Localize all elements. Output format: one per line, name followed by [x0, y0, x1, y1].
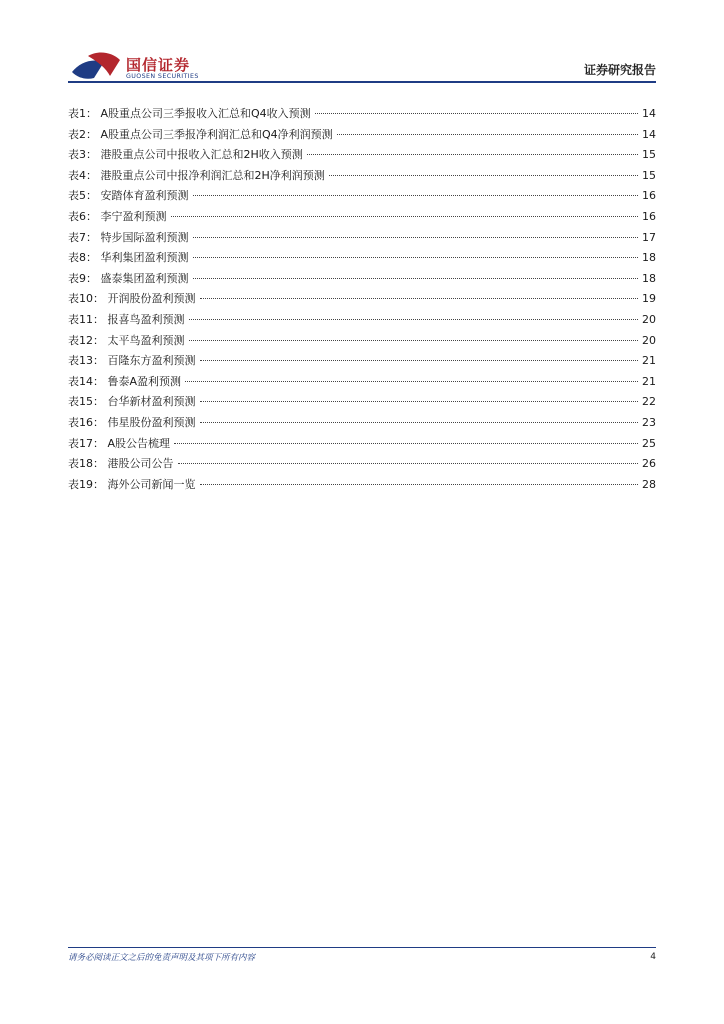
toc-entry-page: 28	[642, 477, 656, 491]
toc-entry[interactable]	[68, 186, 656, 207]
page-header	[0, 0, 724, 84]
toc-dot-leader	[200, 401, 639, 402]
company-name: 国信证券	[126, 56, 191, 74]
toc-entry-label: 表18： 港股公司公告	[68, 457, 174, 471]
toc-entry-page: 19	[642, 292, 656, 306]
toc-dot-leader	[193, 237, 639, 238]
toc-entry[interactable]	[68, 392, 656, 413]
toc-entry-label: 表3： 港股重点公司中报收入汇总和2H收入预测	[68, 148, 303, 162]
toc-dot-leader	[174, 443, 638, 444]
toc-entry-label: 表15： 台华新材盈利预测	[68, 395, 196, 409]
report-type-label: 证券研究报告	[583, 63, 656, 77]
toc-dot-leader	[178, 463, 639, 464]
toc-entry-label: 表11： 报喜鸟盈利预测	[68, 312, 185, 326]
toc-entry[interactable]	[68, 145, 656, 166]
toc-entry-page: 20	[642, 312, 656, 326]
toc-dot-leader	[189, 340, 639, 341]
toc-entry[interactable]	[68, 454, 656, 475]
toc-entry-label: 表1： A股重点公司三季报收入汇总和Q4收入预测	[68, 107, 311, 120]
toc-dot-leader	[193, 278, 639, 279]
header-divider	[68, 81, 656, 83]
toc-entry-label: 表10： 开润股份盈利预测	[68, 292, 196, 306]
toc-entry[interactable]	[68, 248, 656, 269]
toc-entry[interactable]	[68, 351, 656, 372]
toc-entry-page: 21	[642, 354, 656, 368]
toc-dot-leader	[171, 216, 639, 217]
toc-entry[interactable]	[68, 331, 656, 352]
page-number: 4	[650, 952, 656, 962]
toc-entry-page: 14	[642, 127, 656, 141]
toc-dot-leader	[200, 360, 639, 361]
toc-entry-page: 18	[642, 271, 656, 285]
toc-dot-leader	[200, 484, 639, 485]
toc-entry[interactable]	[68, 289, 656, 310]
toc-entry-label: 表17： A股公告梳理	[68, 436, 171, 450]
toc-entry-page: 22	[642, 395, 656, 409]
toc-entry-label: 表7： 特步国际盈利预测	[68, 230, 189, 244]
toc-dot-leader	[315, 113, 638, 114]
toc-entry-page: 14	[642, 107, 656, 120]
toc-entry-label: 表13： 百隆东方盈利预测	[68, 354, 196, 368]
toc-entry[interactable]	[68, 125, 656, 146]
toc-entry-label: 表9： 盛泰集团盈利预测	[68, 271, 189, 285]
toc-entry-label: 表16： 伟星股份盈利预测	[68, 415, 196, 429]
toc-entry[interactable]	[68, 372, 656, 393]
toc-entry-page: 16	[642, 189, 656, 203]
toc-entry-page: 20	[642, 333, 656, 347]
toc-entry[interactable]	[68, 166, 656, 187]
toc-entry-page: 26	[642, 457, 656, 471]
toc-entry-label: 表5： 安踏体育盈利预测	[68, 189, 189, 203]
toc-entry-label: 表2： A股重点公司三季报净利润汇总和Q4净利润预测	[68, 127, 333, 141]
toc-entry[interactable]	[68, 269, 656, 290]
toc-entry[interactable]	[68, 228, 656, 249]
toc-dot-leader	[193, 257, 639, 258]
table-of-contents	[68, 104, 656, 495]
toc-dot-leader	[307, 154, 638, 155]
toc-entry-page: 16	[642, 209, 656, 223]
toc-entry[interactable]	[68, 310, 656, 331]
toc-dot-leader	[200, 422, 639, 423]
toc-entry-page: 25	[642, 436, 656, 450]
logo-mark-icon	[70, 50, 122, 84]
toc-entry[interactable]	[68, 104, 656, 125]
toc-dot-leader	[200, 298, 639, 299]
toc-entry-page: 17	[642, 230, 656, 244]
toc-entry-page: 23	[642, 415, 656, 429]
toc-dot-leader	[185, 381, 638, 382]
company-logo	[70, 50, 230, 84]
toc-dot-leader	[189, 319, 639, 320]
toc-entry-label: 表12： 太平鸟盈利预测	[68, 333, 185, 347]
company-name-en: GUOSEN SECURITIES	[126, 73, 199, 80]
toc-dot-leader	[329, 175, 638, 176]
toc-entry[interactable]	[68, 413, 656, 434]
toc-entry-label: 表6： 李宁盈利预测	[68, 209, 167, 223]
toc-dot-leader	[337, 134, 638, 135]
toc-entry-label: 表14： 鲁泰A盈利预测	[68, 374, 182, 388]
toc-entry[interactable]	[68, 434, 656, 455]
toc-entry[interactable]	[68, 475, 656, 496]
toc-entry[interactable]	[68, 207, 656, 228]
footer-divider	[68, 947, 656, 948]
toc-entry-label: 表8： 华利集团盈利预测	[68, 251, 189, 265]
toc-entry-label: 表19： 海外公司新闻一览	[68, 477, 196, 491]
toc-entry-page: 15	[642, 148, 656, 162]
toc-entry-page: 15	[642, 168, 656, 182]
toc-dot-leader	[193, 195, 639, 196]
footer-disclaimer: 请务必阅读正文之后的免责声明及其项下所有内容	[68, 953, 256, 963]
toc-entry-page: 21	[642, 374, 656, 388]
toc-entry-label: 表4： 港股重点公司中报净利润汇总和2H净利润预测	[68, 168, 325, 182]
toc-entry-page: 18	[642, 251, 656, 265]
